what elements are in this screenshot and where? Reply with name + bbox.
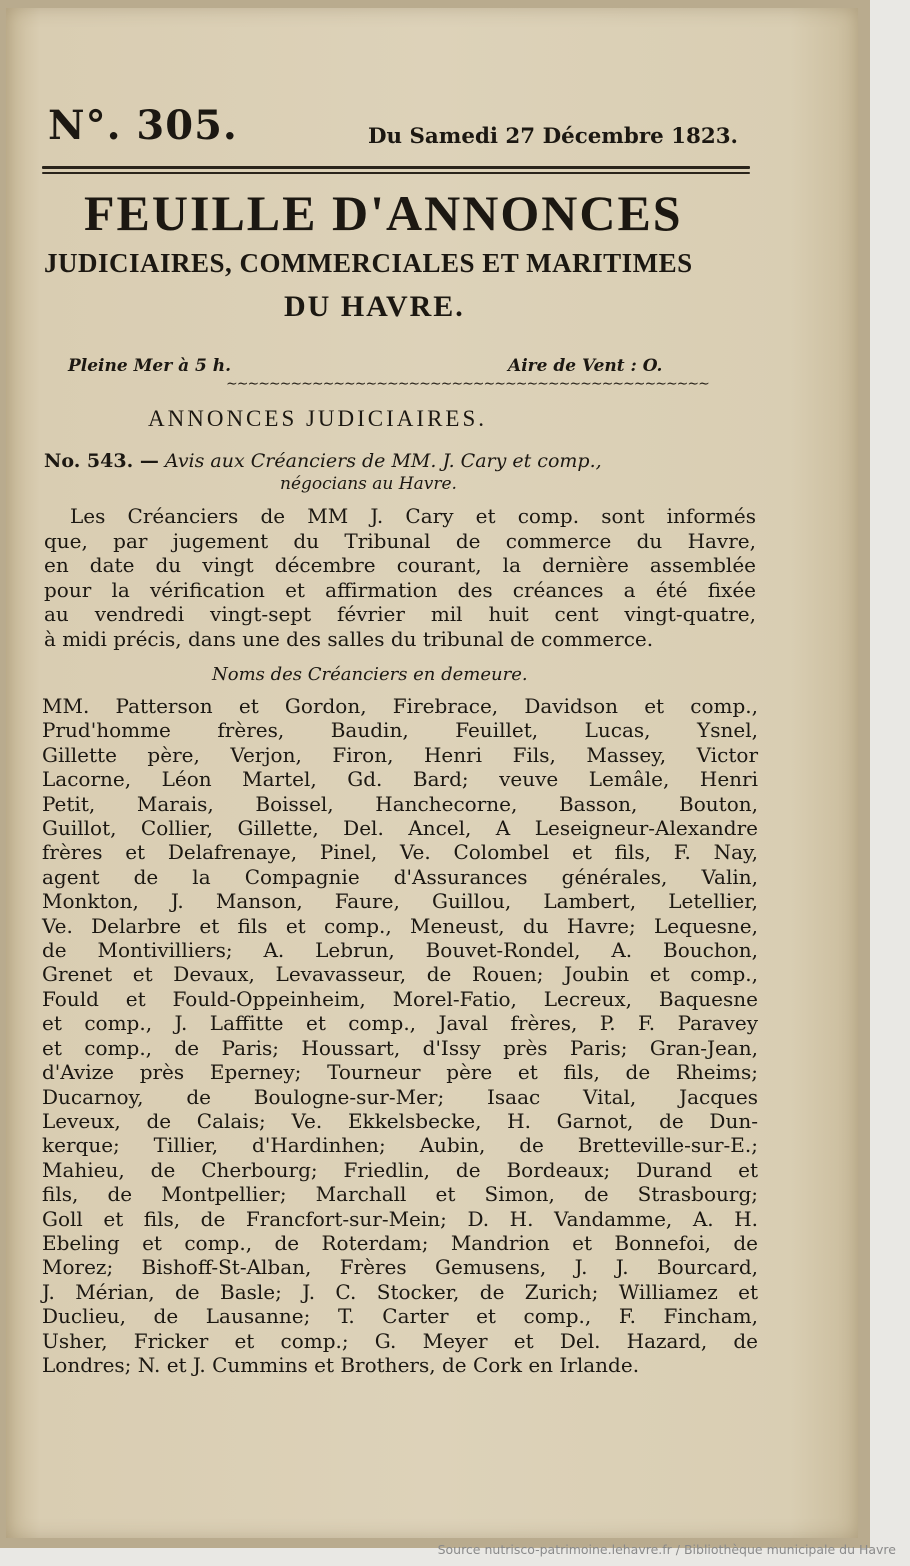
ornament-divider: ∼∼∼∼∼∼∼∼∼∼∼∼∼∼∼∼∼∼∼∼∼∼∼∼∼∼∼∼∼∼∼∼∼∼∼∼∼∼∼∼∼∼∼∼∼ (226, 376, 709, 392)
section-heading: ANNONCES JUDICIAIRES. (148, 406, 488, 431)
creditors-line: Mahieu, de Cherbourg; Friedlin, de Bordeaux; Durand et (42, 1157, 758, 1182)
creditors-line: J. Mérian, de Basle; J. C. Stocker, de Zurich; Williamez et (42, 1279, 758, 1304)
issue-date: Du Samedi 27 Décembre 1823. (368, 124, 738, 149)
masthead-subtitle: JUDICIAIRES, COMMERCIALES ET MARITIMES (44, 248, 693, 278)
paragraph-line: pour la vérification et affirmation des créances a été fixée (44, 577, 756, 602)
header-rule-thin (42, 172, 750, 174)
masthead-place: DU HAVRE. (284, 290, 465, 323)
creditors-line: de Montivilliers; A. Lebrun, Bouvet-Rondel, A. Bouchon, (42, 938, 758, 963)
paragraph-line: en date du vingt décembre courant, la dernière assemblée (44, 553, 756, 577)
creditors-line: et comp., J. Laffitte et comp., Javal frères, P. F. Paravey (42, 1011, 758, 1036)
paragraph-line: Les Créanciers de MM J. Cary et comp. sont informés (70, 504, 756, 528)
creditors-line: Monkton, J. Manson, Faure, Guillou, Lambert, Letellier, (42, 889, 758, 914)
notice-header (44, 450, 602, 472)
creditors-line: Gillette père, Verjon, Firon, Henri Fils, Massey, Victor (42, 742, 758, 767)
creditors-line: MM. Patterson et Gordon, Firebrace, Davidson et comp., (42, 694, 758, 718)
creditors-line: Fould et Fould-Oppeinheim, Morel-Fatio, Lecreux, Baquesne (42, 986, 758, 1011)
creditors-line: Morez; Bishoff-St-Alban, Frères Gemusens, J. J. Bourcard, (42, 1255, 758, 1280)
creditors-line: Prud'homme frères, Baudin, Feuillet, Lucas, Ysnel, (42, 718, 758, 743)
wind-info: Aire de Vent : O. (508, 356, 663, 376)
tide-info: Pleine Mer à 5 h. (68, 356, 232, 376)
header-rule (42, 166, 750, 169)
notice-paragraph (44, 504, 756, 651)
masthead-title: FEUILLE D'ANNONCES (84, 185, 683, 241)
paragraph-line: que, par jugement du Tribunal de commerce du Havre, (44, 528, 756, 553)
paragraph-line: au vendredi vingt-sept février mil huit cent vingt-quatre, (44, 602, 756, 626)
creditors-line: Londres; N. et J. Cummins et Brothers, de Cork en Irlande. (42, 1352, 640, 1377)
creditors-line: agent de la Compagnie d'Assurances générales, Valin, (42, 864, 758, 889)
creditors-line: et comp., de Paris; Houssart, d'Issy près Paris; Gran-Jean, (42, 1035, 758, 1060)
notice-number: No. 543. — (44, 450, 159, 472)
creditors-line: Duclieu, de Lausanne; T. Carter et comp., F. Fincham, (42, 1304, 758, 1329)
creditors-line: Ve. Delarbre et fils et comp., Meneust, du Havre; Lequesne, (42, 913, 758, 938)
creditors-line: Ducarnoy, de Boulogne-sur-Mer; Isaac Vital, Jacques (42, 1084, 758, 1109)
creditors-line: frères et Delafrenaye, Pinel, Ve. Colombel et fils, F. Nay, (42, 840, 758, 865)
creditors-line: Leveux, de Calais; Ve. Ekkelsbecke, H. Garnot, de Dun- (42, 1108, 758, 1133)
creditors-line: Grenet et Devaux, Levavasseur, de Rouen; Joubin et comp., (42, 962, 758, 987)
creditors-line: Lacorne, Léon Martel, Gd. Bard; veuve Lemâle, Henri (42, 767, 758, 792)
issue-number: N°. 305. (48, 102, 238, 149)
creditors-heading: Noms des Créanciers en demeure. (212, 664, 528, 685)
creditors-line: Guillot, Collier, Gillette, Del. Ancel, A Leseigneur-Alexandre (42, 816, 758, 841)
creditors-line: Usher, Fricker et comp.; G. Meyer et Del. Hazard, de (42, 1328, 758, 1353)
notice-title: Avis aux Créanciers de MM. J. Cary et comp., (164, 450, 602, 472)
creditors-list (42, 694, 758, 1377)
creditors-line: Goll et fils, de Francfort-sur-Mein; D. H. Vandamme, A. H. (42, 1206, 758, 1231)
creditors-line: d'Avize près Eperney; Tourneur père et fils, de Rheims; (42, 1060, 758, 1085)
creditors-line: kerque; Tillier, d'Hardinhen; Aubin, de Bretteville-sur-E.; (42, 1133, 758, 1158)
source-credit: Source nutrisco-patrimoine.lehavre.fr / Bibliothèque municipale du Havre (437, 1542, 896, 1557)
creditors-line: fils, de Montpellier; Marchall et Simon, de Strasbourg; (42, 1182, 758, 1207)
creditors-line: Petit, Marais, Boissel, Hanchecorne, Basson, Bouton, (42, 791, 758, 816)
notice-title-line2: négocians au Havre. (280, 474, 457, 494)
creditors-line: Ebeling et comp., de Roterdam; Mandrion et Bonnefoi, de (42, 1230, 758, 1255)
paragraph-line: à midi précis, dans une des salles du tribunal de commerce. (44, 626, 654, 651)
